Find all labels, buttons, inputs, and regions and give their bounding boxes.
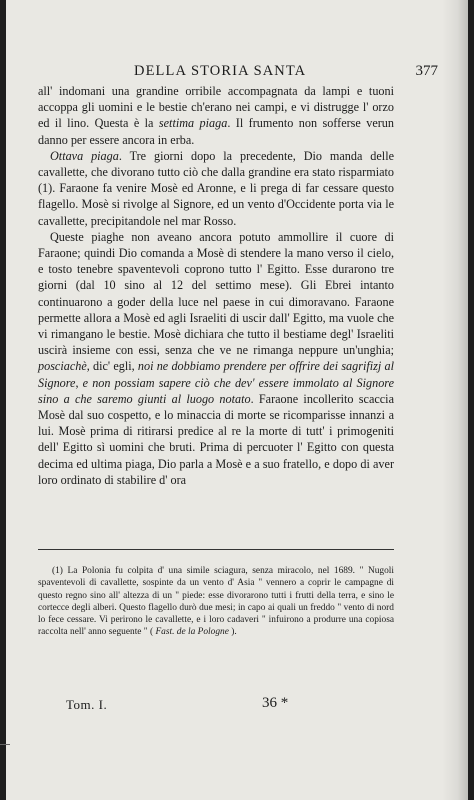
page-header <box>72 63 438 83</box>
footnote-rule <box>38 549 394 550</box>
sheet-signature: 36 * <box>262 695 289 711</box>
italic-run: posciachè <box>38 359 87 374</box>
text-run: all' indomani una grandine orribile accompagnata da lampi e tuoni accoppa gli uomini e le bestie ch'erano nei campi, e vi distrugge l' orzo ed il lino. Questa è la <box>38 84 394 131</box>
paragraph-seventh-plague <box>38 83 394 148</box>
italic-run: Ottava piaga <box>50 148 119 163</box>
text-run: . Il frumento non sofferse verun danno per essere ancora in erba. <box>38 116 394 147</box>
italic-run: noi ne dobbiamo prendere per offrire dei sagrifizj al Signore <box>38 359 394 390</box>
footnote <box>38 565 394 639</box>
italic-run: settima piaga <box>158 116 228 131</box>
italic-run: e non possiam sapere ciò che dev' essere immolato al Signore sino a che saremo giunti al luogo notato <box>38 375 394 406</box>
running-title: DELLA STORIA SANTA <box>134 63 307 79</box>
main-text <box>38 83 394 488</box>
paragraph-eighth-plague <box>38 148 394 229</box>
page-fold-shadow <box>442 0 468 800</box>
volume-signature: Tom. I. <box>66 697 108 712</box>
text-run: (1) La Polonia fu colpita d' una simile sciagura, senza miracolo, nel 1689. " Nugoli spaventevoli di cavallette, sospinte da un vento d' Asia " vennero a coprir le campagne di questo regno sino all' altezza di un " piede: esse divorarono tutti i frutti della terra, e sino le cortecce degli alberi. Questo flagello durò due mesi; in capo ai quali un freddo " vento di nord lo fece cessare. Vi perirono le cavallette, e i loro cadaveri " infuirono a produrre una copiosa raccolta nell' anno seguente " ( <box>38 566 394 638</box>
footnote-paragraph <box>38 565 394 639</box>
text-run: , <box>75 375 83 390</box>
text-run: , dic' egli, <box>86 359 138 374</box>
italic-run: Fast. de la Pologne <box>155 627 229 638</box>
paragraph-darkness <box>38 229 394 488</box>
text-run: . Faraone incollerito scaccia Mosè dal suo cospetto, e lo minaccia di morte se ricomparisse innanzi a lui. Mosè prima di ritirarsi predice al re la morte di tutt' i primogeniti dell' Egitto sì uomini che bruti. Prima di percuoter l' Egitto con questa decima ed ultima piaga, Dio parla a Mosè e a suo fratello, e dopo di aver loro ordinato di stabilire d' ora <box>38 391 394 487</box>
text-run: . Tre giorni dopo la precedente, Dio manda delle cavallette, che divorano tutto ciò che dalla grandine era stato risparmiato (1). Faraone fa venire Mosè ed Aronne, e li prega di far cessare questo flagello. Mosè si rivolge al Signore, ed un vento d'Occidente porta via le cavallette, precipitandole nel mar Rosso. <box>38 148 394 228</box>
text-run: ). <box>228 627 237 638</box>
text-run: Queste piaghe non aveano ancora potuto ammollire il cuore di Faraone; quindi Dio comanda a Mosè di stendere la mano verso il cielo, e tosto tenebre spaventevoli coprono tutto l' Egitto. Esse durarono tre giorni (dal 10 sino al 12 del settimo mese). Gli Ebrei intanto continuarono a goder della luce nel paese in cui dimoravano. Faraone permette allora a Mosè ed agli Israeliti di uscir dall' Egitto, ma vuole che vi rimangano le bestie. Mosè dichiara che tutto il bestiame degl' Israeliti uscirà insieme con essi, senza che ve ne rimanga neppure un'unghia; <box>38 229 394 358</box>
book-page <box>6 0 468 800</box>
page-number: 377 <box>415 63 438 79</box>
scan-edge-mark <box>0 744 10 745</box>
